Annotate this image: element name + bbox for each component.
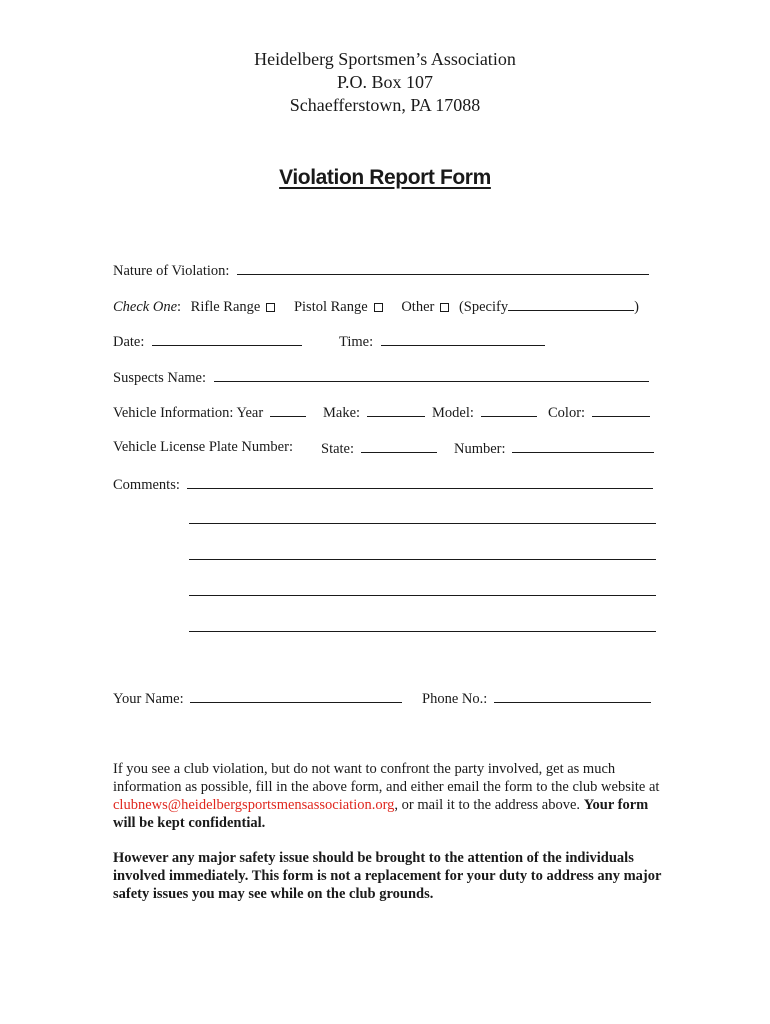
vehicle-info-row: [113, 402, 306, 422]
phone-field[interactable]: [494, 688, 651, 703]
specify-label: (Specify: [458, 299, 509, 315]
vehicle-color-group: [548, 402, 650, 422]
club-email-link[interactable]: clubnews@heidelbergsportsmensassociation.org: [113, 797, 395, 813]
suspects-label: Suspects Name:: [113, 370, 207, 386]
plate-state-field[interactable]: [361, 438, 437, 453]
comments-field-line-2[interactable]: [189, 523, 656, 524]
comments-row: [113, 474, 653, 494]
vehicle-make-label: Make:: [323, 405, 361, 421]
check-one-row: Check One: Rifle Range Pistol Range Other (Specify ): [113, 296, 639, 316]
confidential-note: Your form will be kept confidential.: [113, 797, 649, 831]
rifle-range-label: Rifle Range: [190, 299, 261, 315]
nature-field[interactable]: [237, 260, 649, 275]
suspects-field[interactable]: [214, 367, 649, 382]
date-row: [113, 331, 302, 351]
suspects-row: [113, 367, 649, 387]
org-po-box: P.O. Box 107: [336, 72, 434, 92]
org-city: Schaefferstown, PA 17088: [289, 95, 481, 115]
your-name-field[interactable]: [190, 688, 402, 703]
vehicle-model-field[interactable]: [481, 402, 537, 417]
comments-field-line-1[interactable]: [187, 474, 653, 489]
time-label: Time:: [339, 334, 374, 350]
nature-row: [113, 260, 649, 280]
vehicle-make-field[interactable]: [367, 402, 425, 417]
org-header: [0, 48, 770, 117]
comments-label: Comments:: [113, 477, 180, 493]
vehicle-year-label: Vehicle Information: Year: [113, 405, 264, 421]
other-checkbox[interactable]: [440, 303, 449, 312]
vehicle-model-group: [432, 402, 537, 422]
your-name-label: Your Name:: [113, 691, 184, 707]
specify-field[interactable]: [508, 296, 634, 311]
phone-group: [422, 688, 651, 708]
plate-state-label: State:: [321, 441, 355, 457]
nature-label: Nature of Violation:: [113, 263, 230, 279]
plate-number-field[interactable]: [512, 438, 654, 453]
comments-field-line-5[interactable]: [189, 631, 656, 632]
vehicle-model-label: Model:: [432, 405, 474, 421]
instructions-paragraph: If you see a club violation, but do not want to confront the party involved, get as much information as possible, fill in the above form, and either email the form to the club website at clubnews@heidelbergsportsmensassociation.org, or mail it to the address above. Your form will be kept confidential.: [113, 761, 660, 831]
date-field[interactable]: [152, 331, 302, 346]
plate-row: [113, 438, 293, 456]
comments-field-line-3[interactable]: [189, 559, 656, 560]
time-field[interactable]: [381, 331, 545, 346]
your-name-row: [113, 688, 402, 708]
comments-field-line-4[interactable]: [189, 595, 656, 596]
plate-state-group: [321, 438, 437, 458]
form-title: Violation Report Form: [279, 166, 491, 189]
plate-number-group: [454, 438, 654, 458]
check-one-label: Check One: [113, 299, 178, 315]
plate-number-label: Number:: [454, 441, 506, 457]
other-label: Other: [401, 299, 435, 315]
org-name: Heidelberg Sportsmen’s Association: [254, 49, 516, 69]
safety-notice: However any major safety issue should be brought to the attention of the individuals involved immediately. This form is not a replacement for your duty to address any major safety issues you may see while on the club grounds.: [113, 850, 662, 902]
phone-label: Phone No.:: [422, 691, 488, 707]
vehicle-color-label: Color:: [548, 405, 586, 421]
pistol-range-checkbox[interactable]: [374, 303, 383, 312]
vehicle-make-group: [323, 402, 425, 422]
time-row: [339, 331, 545, 351]
date-label: Date:: [113, 334, 145, 350]
plate-label: Vehicle License Plate Number:: [113, 439, 293, 455]
vehicle-color-field[interactable]: [592, 402, 650, 417]
rifle-range-checkbox[interactable]: [266, 303, 275, 312]
pistol-range-label: Pistol Range: [293, 299, 368, 315]
vehicle-year-field[interactable]: [270, 402, 306, 417]
